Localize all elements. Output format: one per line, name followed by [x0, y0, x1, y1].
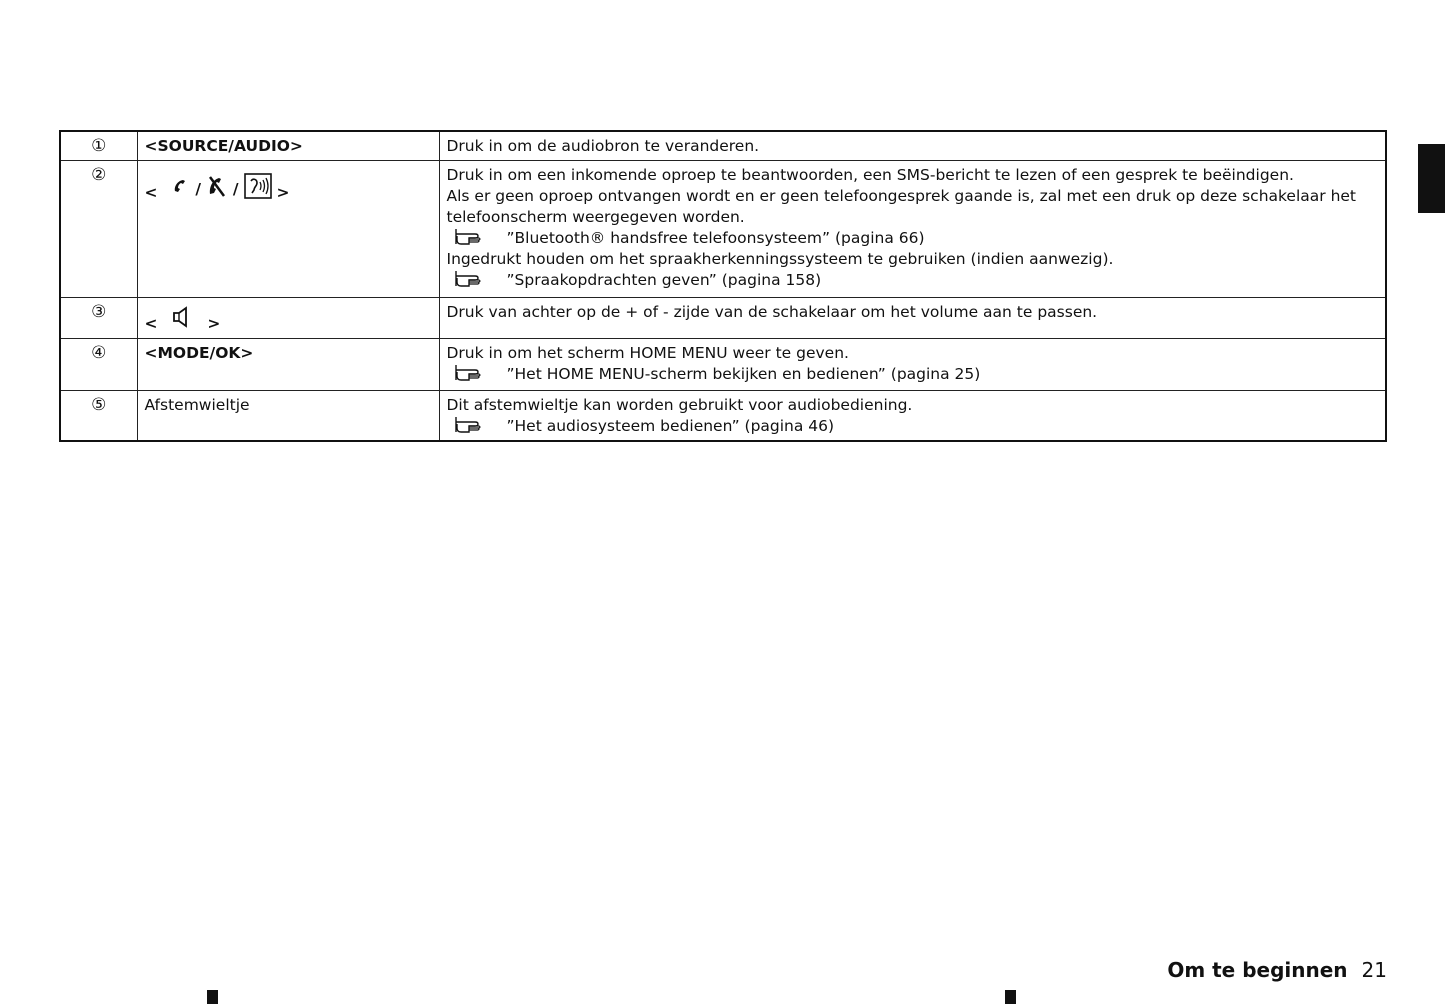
control-label: <SOURCE/AUDIO> [144, 137, 303, 155]
description-text: Als er geen oproep ontvangen wordt en er geen telefoongesprek gaande is, zal met een druk op deze schakelaar het telefoonscherm weergegeven worden. [446, 187, 1357, 226]
bracket-open: < [144, 314, 158, 333]
control-name: < / / > [137, 161, 439, 298]
cross-reference[interactable] [447, 364, 1379, 385]
table-row [60, 161, 1386, 298]
reference-text: ”Bluetooth® handsfree telefoonsysteem” (pagina 66) [506, 229, 925, 247]
voice-recognition-icon [244, 173, 272, 205]
item-number: ⑤ [60, 390, 137, 441]
table-row [60, 338, 1386, 390]
bracket-close: > [276, 183, 290, 202]
pointing-hand-icon [455, 270, 487, 288]
description-text: Ingedrukt houden om het spraakherkenningssysteem te gebruiken (indien aanwezig). [446, 250, 1114, 268]
reference-text: ”Het HOME MENU-scherm bekijken en bedienen” (pagina 25) [506, 364, 981, 383]
description-text: Druk van achter op de + of - zijde van de schakelaar om het volume aan te passen. [446, 303, 1098, 321]
item-number: ① [60, 131, 137, 161]
description-cell [439, 338, 1386, 390]
description-text: Dit afstemwieltje kan worden gebruikt voor audiobediening. [446, 395, 913, 414]
chapter-tab-marker [1418, 144, 1445, 213]
cross-reference[interactable] [447, 228, 1379, 249]
control-name [137, 298, 439, 339]
table-row [60, 131, 1386, 161]
description-cell [439, 131, 1386, 161]
item-number: ④ [60, 338, 137, 390]
item-number: ② [60, 161, 137, 298]
description-cell [439, 390, 1386, 441]
control-label: <MODE/OK> [144, 343, 254, 362]
section-title: Om te beginnen [1167, 958, 1348, 982]
pointing-hand-icon [455, 364, 487, 382]
pointing-hand-icon [455, 228, 487, 246]
item-number: ③ [60, 298, 137, 339]
description-text: Druk in om de audiobron te veranderen. [446, 137, 760, 155]
control-label: Afstemwieltje [144, 395, 250, 414]
page-number: 21 [1361, 958, 1387, 982]
description-cell [439, 298, 1386, 339]
description-text: Druk in om een inkomende oproep te beantwoorden, een SMS-bericht te lezen of een gesprek te beëindigen. [446, 166, 1294, 184]
crop-mark-left [207, 990, 218, 1004]
phone-pickup-icon [172, 178, 190, 200]
controls-table [59, 130, 1387, 442]
crop-mark-right [1005, 990, 1016, 1004]
page-footer [1167, 957, 1387, 983]
bracket-open: < [144, 183, 158, 202]
control-name [137, 131, 439, 161]
cross-reference[interactable] [447, 270, 1379, 291]
bracket-close: > [207, 314, 221, 333]
table-row [60, 298, 1386, 339]
description-cell [439, 161, 1386, 298]
pointing-hand-icon [455, 416, 487, 434]
control-name [137, 390, 439, 441]
reference-text: ”Spraakopdrachten geven” (pagina 158) [506, 271, 822, 289]
speaker-icon [172, 306, 192, 334]
phone-hangup-icon [206, 174, 228, 204]
reference-text: ”Het audiosysteem bedienen” (pagina 46) [506, 416, 835, 435]
control-name [137, 338, 439, 390]
cross-reference[interactable] [447, 416, 1379, 437]
description-text: Druk in om het scherm HOME MENU weer te geven. [446, 343, 849, 362]
table-row [60, 390, 1386, 441]
